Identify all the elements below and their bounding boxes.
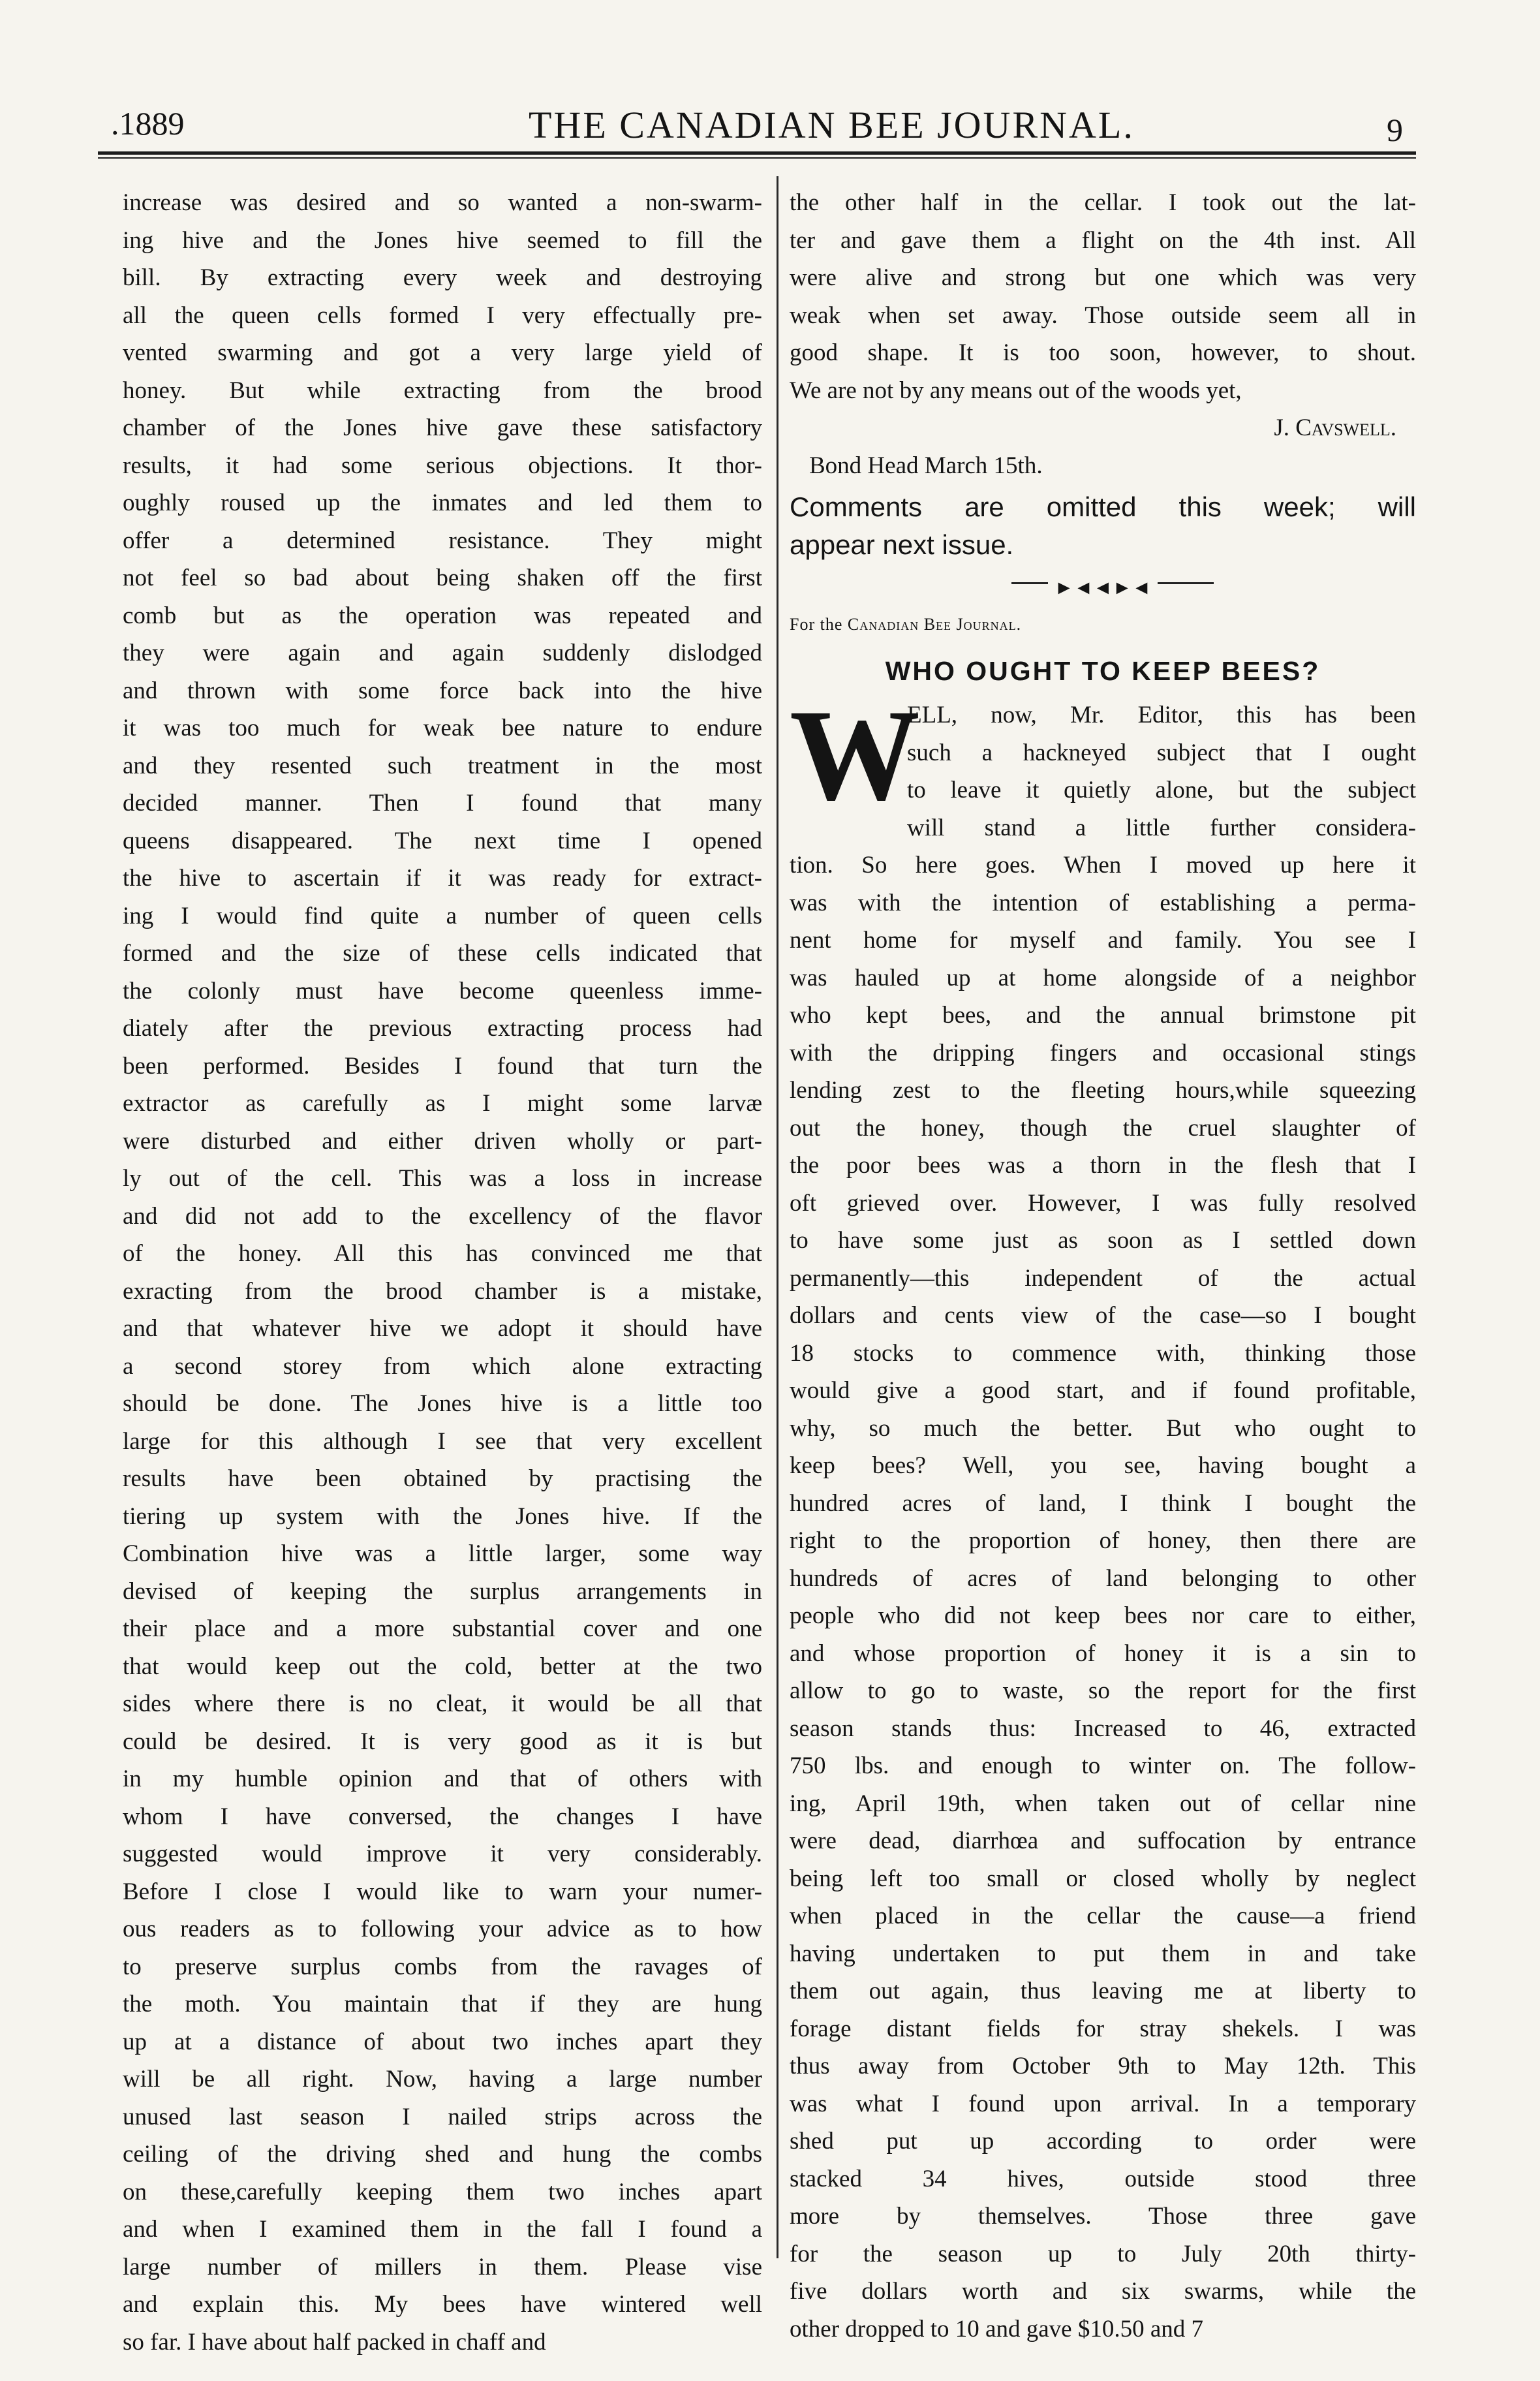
text-line: permanently—this independent of the actual	[790, 1264, 1416, 1292]
text-line: hundred acres of land, I think I bought the	[790, 1489, 1416, 1517]
text-line: sides where there is no cleat, it would be all that	[123, 1690, 762, 1717]
text-line: exracting from the brood chamber is a mistake,	[123, 1277, 762, 1305]
text-line: in my humble opinion and that of others with	[123, 1766, 762, 1792]
text-line: up at a distance of about two inches apart they	[123, 2028, 762, 2055]
article-opening	[790, 683, 1416, 847]
text-line: tion. So here goes. When I moved up here it	[790, 852, 1416, 879]
text-line: were disturbed and either driven wholly or part-	[123, 1127, 762, 1155]
letter-conclusion	[790, 184, 1416, 409]
text-line: should be done. The Jones hive is a little too	[123, 1390, 762, 1417]
text-line: was what I found upon arrival. In a temporary	[790, 2090, 1416, 2117]
text-line: of the honey. All this has convinced me that	[123, 1240, 762, 1267]
text-line: ous readers as to following your advice as to how	[123, 1916, 762, 1942]
text-line: when placed in the cellar the cause—a friend	[790, 1903, 1416, 1929]
text-line: out the honey, though the cruel slaughter of	[790, 1114, 1416, 1142]
text-line: five dollars worth and six swarms, while the	[790, 2278, 1416, 2305]
text-line: results have been obtained by practising the	[123, 1465, 762, 1492]
text-line: and whose proportion of honey it is a sin to	[790, 1640, 1416, 1667]
text-line: to leave it quietly alone, but the subject	[907, 777, 1416, 803]
text-line: so far. I have about half packed in chaff and	[123, 2328, 546, 2356]
article-headline: WHO OUGHT TO KEEP BEES?	[885, 655, 1321, 686]
text-line: We are not by any means out of the woods yet,	[790, 377, 1242, 404]
column-divider	[777, 176, 778, 2258]
text-line: appear next issue.	[790, 529, 1014, 560]
text-line: increase was desired and so wanted a non-swarm-	[123, 189, 762, 216]
text-line: good shape. It is too soon, however, to shout.	[790, 339, 1416, 366]
text-line: Before I close I would like to warn your numer-	[123, 1878, 762, 1905]
text-line: and did not add to the excellency of the flavor	[123, 1202, 762, 1230]
text-line: ing hive and the Jones hive seemed to fill the	[123, 226, 762, 254]
text-line: ing I would find quite a number of queen cells	[123, 902, 762, 929]
text-line: large number of millers in them. Please vise	[123, 2253, 762, 2280]
text-line: the hive to ascertain if it was ready for extract-	[123, 865, 762, 892]
text-line: would give a good start, and if found profitable,	[790, 1377, 1416, 1404]
text-line: and explain this. My bees have wintered well	[123, 2291, 762, 2318]
text-line: could be desired. It is very good as it is but	[123, 1728, 762, 1755]
text-line: comb but as the operation was repeated and	[123, 602, 762, 629]
drop-cap: W	[790, 683, 920, 828]
text-line: been performed. Besides I found that turn the	[123, 1052, 762, 1080]
text-line: shed put up according to order were	[790, 2128, 1416, 2155]
text-line: bill. By extracting every week and destroying	[123, 264, 762, 291]
section-ornament: ►◄◄►◄	[790, 564, 1416, 603]
page-number: 9	[1387, 112, 1403, 148]
text-line: 750 lbs. and enough to winter on. The follow-	[790, 1752, 1416, 1779]
text-line: nent home for myself and family. You see I	[790, 927, 1416, 954]
text-line: a second storey from which alone extracting	[123, 1352, 762, 1380]
text-line: and that whatever hive we adopt it should have	[123, 1315, 762, 1342]
text-line: weak when set away. Those outside seem all in	[790, 302, 1416, 329]
text-line: that would keep out the cold, better at the two	[123, 1653, 762, 1680]
text-line: oughly roused up the inmates and led them to	[123, 490, 762, 516]
text-line: stacked 34 hives, outside stood three	[790, 2165, 1416, 2192]
text-line: and when I examined them in the fall I found a	[123, 2216, 762, 2243]
text-line: will be all right. Now, having a large number	[123, 2066, 762, 2093]
text-line: oft grieved over. However, I was fully resolved	[790, 1189, 1416, 1217]
text-line: vented swarming and got a very large yield of	[123, 339, 762, 366]
text-line: the poor bees was a thorn in the flesh that I	[790, 1152, 1416, 1179]
text-line: and they resented such treatment in the most	[123, 752, 762, 779]
header-rule	[98, 151, 1416, 155]
text-line: all the queen cells formed I very effectually pre-	[123, 302, 762, 329]
text-line: it was too much for weak bee nature to endure	[123, 715, 762, 741]
text-line: allow to go to waste, so the report for the first	[790, 1677, 1416, 1704]
text-line: tiering up system with the Jones hive. If the	[123, 1502, 762, 1530]
text-line: 18 stocks to commence with, thinking those	[790, 1339, 1416, 1367]
text-line: large for this although I see that very excellent	[123, 1427, 762, 1455]
text-line: season stands thus: Increased to 46, extracted	[790, 1715, 1416, 1742]
text-line: people who did not keep bees nor care to either,	[790, 1602, 1416, 1629]
text-line: the colonly must have become queenless imme-	[123, 977, 762, 1004]
text-line: hundreds of acres of land belonging to other	[790, 1564, 1416, 1592]
text-line: and thrown with some force back into the hive	[123, 677, 762, 704]
text-line: having undertaken to put them in and take	[790, 1940, 1416, 1967]
text-line: to preserve surplus combs from the ravages of	[123, 1953, 762, 1980]
text-line: diately after the previous extracting process had	[123, 1015, 762, 1042]
text-line: honey. But while extracting from the brood	[123, 377, 762, 404]
text-line: to have some just as soon as I settled down	[790, 1227, 1416, 1254]
text-line: right to the proportion of honey, then there are	[790, 1527, 1416, 1554]
text-line: ing, April 19th, when taken out of cellar nine	[790, 1790, 1416, 1817]
text-line: forage distant fields for stray shekels. I was	[790, 2015, 1416, 2042]
text-line: offer a determined resistance. They might	[123, 527, 762, 554]
journal-title: THE CANADIAN BEE JOURNAL.	[529, 104, 1135, 146]
text-line: chamber of the Jones hive gave these satisfactory	[123, 414, 762, 441]
text-line: the other half in the cellar. I took out the lat-	[790, 189, 1416, 216]
text-line: other dropped to 10 and gave $10.50 and 7	[790, 2315, 1203, 2342]
dateline: Bond Head March 15th.	[809, 452, 1043, 479]
text-line: ceiling of the driving shed and hung the combs	[123, 2141, 762, 2168]
text-line: results, it had some serious objections. It thor-	[123, 452, 762, 479]
text-line: formed and the size of these cells indicated that	[123, 940, 762, 967]
header-rule-thin	[98, 157, 1416, 159]
text-line: devised of keeping the surplus arrangements in	[123, 1578, 762, 1605]
text-line: them out again, thus leaving me at liberty to	[790, 1978, 1416, 2004]
text-line: ELL, now, Mr. Editor, this has been	[907, 702, 1416, 728]
text-line: for the season up to July 20th thirty-	[790, 2240, 1416, 2267]
text-line: suggested would improve it very considerably.	[123, 1841, 762, 1867]
text-line: their place and a more substantial cover and one	[123, 1615, 762, 1642]
left-column	[123, 184, 762, 2361]
header-year: .1889	[111, 105, 185, 142]
text-line: unused last season I nailed strips across the	[123, 2103, 762, 2130]
editor-note	[790, 488, 1416, 564]
text-line: dollars and cents view of the case—so I bought	[790, 1302, 1416, 1329]
text-line: were alive and strong but one which was very	[790, 264, 1416, 291]
text-line: thus away from October 9th to May 12th. This	[790, 2053, 1416, 2079]
text-line: being left too small or closed wholly by neglect	[790, 1865, 1416, 1892]
text-line: decided manner. Then I found that many	[123, 790, 762, 817]
text-line: on these,carefully keeping them two inches apart	[123, 2178, 762, 2205]
byline-prefix: For the	[790, 615, 843, 634]
article-body	[790, 847, 1416, 2348]
text-line: extractor as carefully as I might some larvæ	[123, 1090, 762, 1117]
right-column	[790, 184, 1416, 2348]
text-line: they were again and again suddenly dislodged	[123, 640, 762, 666]
text-line: not feel so bad about being shaken off the first	[123, 565, 762, 591]
text-line: with the dripping fingers and occasional stings	[790, 1039, 1416, 1066]
text-line: was hauled up at home alongside of a neighbor	[790, 964, 1416, 991]
text-line: keep bees? Well, you see, having bought a	[790, 1452, 1416, 1479]
text-line: Comments are omitted this week; will	[790, 491, 1416, 522]
text-line: were dead, diarrhœa and suffocation by entrance	[790, 1828, 1416, 1854]
text-line: the moth. You maintain that if they are hung	[123, 1991, 762, 2017]
text-line: queens disappeared. The next time I opened	[123, 827, 762, 854]
text-line: more by themselves. Those three gave	[790, 2203, 1416, 2230]
text-line: was with the intention of establishing a perma-	[790, 889, 1416, 916]
byline-journal: Canadian Bee Journal.	[847, 615, 1022, 634]
signature: J. Cavswell.	[1274, 414, 1396, 441]
text-line: who kept bees, and the annual brimstone pit	[790, 1002, 1416, 1029]
text-line: ly out of the cell. This was a loss in increase	[123, 1165, 762, 1192]
text-line: lending zest to the fleeting hours,while squeezing	[790, 1077, 1416, 1104]
text-line: whom I have conversed, the changes I have	[123, 1803, 762, 1830]
text-line: ter and gave them a flight on the 4th inst. All	[790, 226, 1416, 254]
byline	[790, 606, 1416, 644]
text-line: why, so much the better. But who ought to	[790, 1414, 1416, 1442]
text-line: will stand a little further considera-	[907, 814, 1416, 841]
text-line: such a hackneyed subject that I ought	[907, 739, 1416, 766]
text-line: Combination hive was a little larger, some way	[123, 1540, 762, 1567]
